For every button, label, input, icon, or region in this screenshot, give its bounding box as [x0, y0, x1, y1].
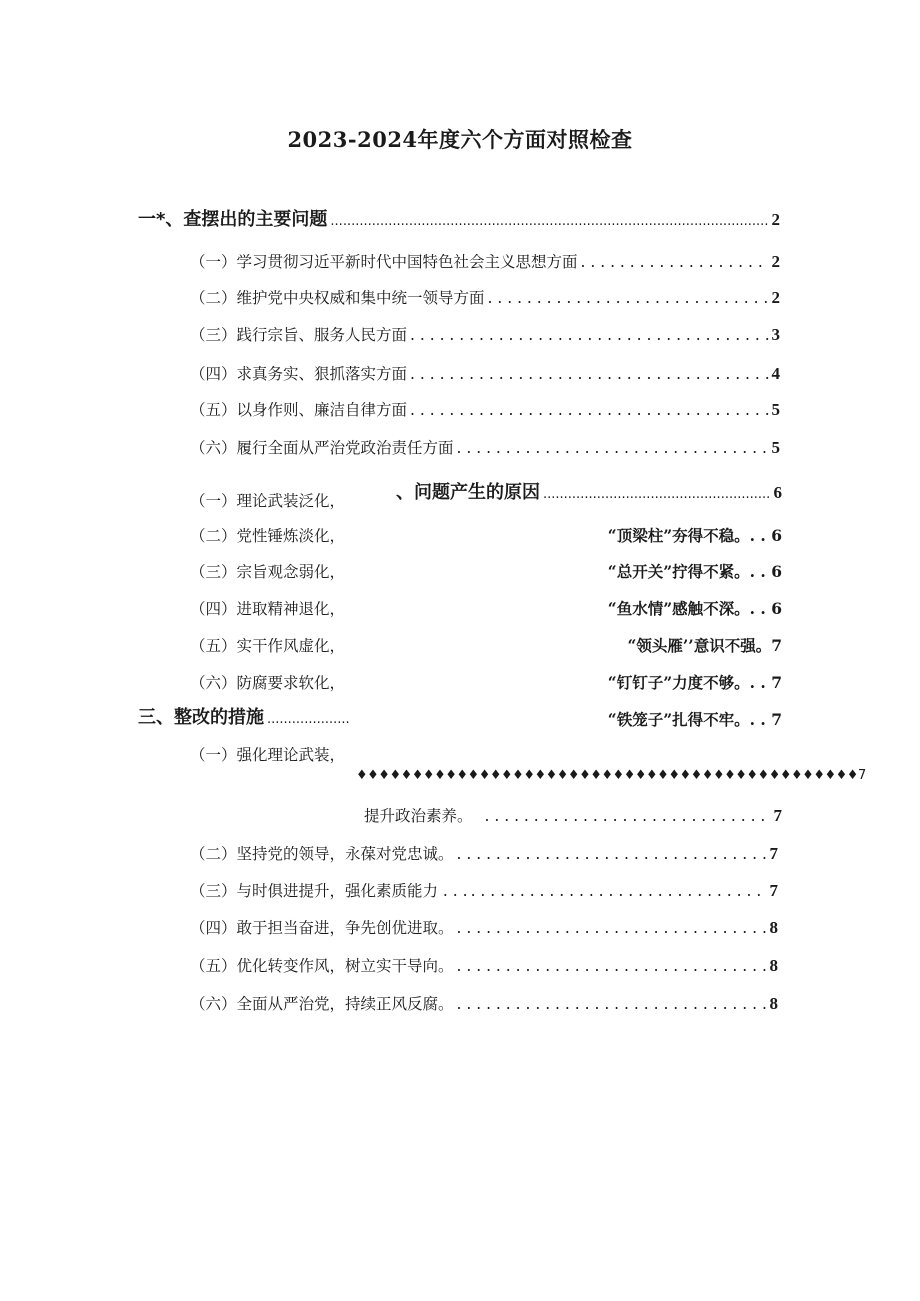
toc-leader-dots	[330, 210, 768, 234]
toc-item-label: （四）求真务实、狠抓落实方面	[190, 365, 408, 383]
toc-leader-dots	[410, 323, 768, 347]
toc-item[interactable]	[190, 879, 778, 903]
toc-item-label: （六）履行全面从严治党政治责任方面	[190, 439, 454, 457]
toc-item[interactable]	[190, 323, 780, 347]
toc-item[interactable]: （一）强化理论武装，	[190, 746, 346, 764]
toc-item-tail: “铁笼子”扎得不牢。. . 7	[607, 710, 782, 729]
toc-item-label: （三）与时俱进提升，强化素质能力 . . .	[190, 882, 468, 900]
toc-item-tail: “鱼水情”感触不深。. . 6	[607, 599, 782, 618]
toc-page-number: 5	[771, 400, 780, 419]
toc-item[interactable]: （一）理论武装泛化，	[190, 492, 346, 510]
toc-page-number: 6	[773, 483, 782, 502]
toc-item[interactable]	[190, 842, 778, 866]
toc-leader-dots	[471, 879, 767, 903]
toc-section-3[interactable]	[138, 706, 354, 730]
toc-section-1-label: 一*、查摆出的主要问题	[138, 209, 328, 230]
toc-page-number: 2	[771, 288, 780, 307]
toc-item-label: （五）以身作则、廉洁自律方面	[190, 401, 408, 419]
toc-section-1[interactable]	[138, 208, 780, 232]
toc-item[interactable]	[364, 804, 782, 828]
toc-item[interactable]: （三）宗旨观念弱化，	[190, 563, 346, 581]
toc-item[interactable]: （二）党性锤炼淡化，	[190, 527, 346, 545]
toc-item[interactable]: （五）实干作风虚化，	[190, 637, 346, 655]
toc-page-number: 7	[769, 844, 778, 863]
toc-item[interactable]	[190, 398, 780, 422]
toc-item[interactable]: （六）防腐要求软化，	[190, 674, 346, 692]
toc-item[interactable]	[190, 954, 778, 978]
document-title: 2023-2024年度六个方面对照检查	[287, 127, 633, 152]
toc-item-label: （二）维护党中央权威和集中统一领导方面	[190, 289, 485, 307]
toc-item-label: （六）全面从严治党，持续正风反腐。	[190, 995, 454, 1013]
toc-leader-dots	[581, 250, 769, 274]
toc-leader-dots	[410, 362, 768, 386]
toc-item-label: （二）坚持党的领导，永葆对党忠诚。	[190, 845, 454, 863]
toc-leader-dots	[488, 286, 769, 310]
toc-item-label: （四）敢于担当奋进，争先创优进取。	[190, 919, 454, 937]
toc-leader-dots	[267, 708, 351, 732]
toc-item[interactable]: （四）进取精神退化，	[190, 600, 346, 618]
toc-page-number: 8	[769, 918, 778, 937]
toc-item[interactable]	[190, 250, 780, 274]
toc-page-number: 8	[769, 994, 778, 1013]
toc-item[interactable]	[190, 916, 778, 940]
toc-item-tail: “总开关”拧得不紧。. . 6	[607, 562, 782, 581]
toc-leader-dots	[457, 436, 769, 460]
toc-item-label: （三）践行宗旨、服务人民方面	[190, 326, 408, 344]
toc-leader-dots	[457, 992, 767, 1016]
toc-page-number: 4	[771, 364, 780, 383]
toc-item[interactable]	[190, 436, 780, 460]
toc-leader-dots	[457, 954, 767, 978]
toc-item-tail: “钉钉子”力度不够。. . 7	[607, 673, 782, 692]
toc-leader-dots	[457, 842, 767, 866]
toc-page-number: 8	[769, 956, 778, 975]
toc-leader-dots	[410, 398, 768, 422]
toc-item[interactable]	[190, 992, 778, 1016]
toc-page-number: 7	[769, 881, 778, 900]
toc-item-label: （五）优化转变作风，树立实干导向。	[190, 957, 454, 975]
toc-page-number: 5	[771, 438, 780, 457]
toc-leader-dots	[485, 804, 771, 828]
toc-item-label: 提升政治素养。	[364, 807, 473, 825]
toc-page-number: 2	[771, 210, 780, 229]
toc-item-label: （一）学习贯彻习近平新时代中国特色社会主义思想方面	[190, 253, 578, 271]
toc-item[interactable]	[190, 362, 780, 386]
toc-item-tail: “顶梁柱”夯得不稳。. . 6	[607, 526, 782, 545]
toc-page-number: 3	[771, 325, 780, 344]
toc-section-2[interactable]	[396, 481, 782, 505]
toc-diamond-leader: ♦♦♦♦♦♦♦♦♦♦♦♦♦♦♦♦♦♦♦♦♦♦♦♦♦♦♦♦♦♦♦♦♦♦♦♦♦♦♦♦♦♦♦♦♦7	[356, 768, 866, 783]
toc-section-3-label: 三、整改的措施	[138, 707, 264, 728]
toc-item-tail: “领头雁’’意识不强。7	[627, 636, 782, 655]
toc-item[interactable]	[190, 286, 780, 310]
toc-section-2-label: 、问题产生的原因	[396, 482, 540, 503]
toc-page-number: 2	[771, 252, 780, 271]
toc-leader-dots	[457, 916, 767, 940]
toc-page-number: 7	[773, 806, 782, 825]
toc-leader-dots	[543, 483, 771, 507]
